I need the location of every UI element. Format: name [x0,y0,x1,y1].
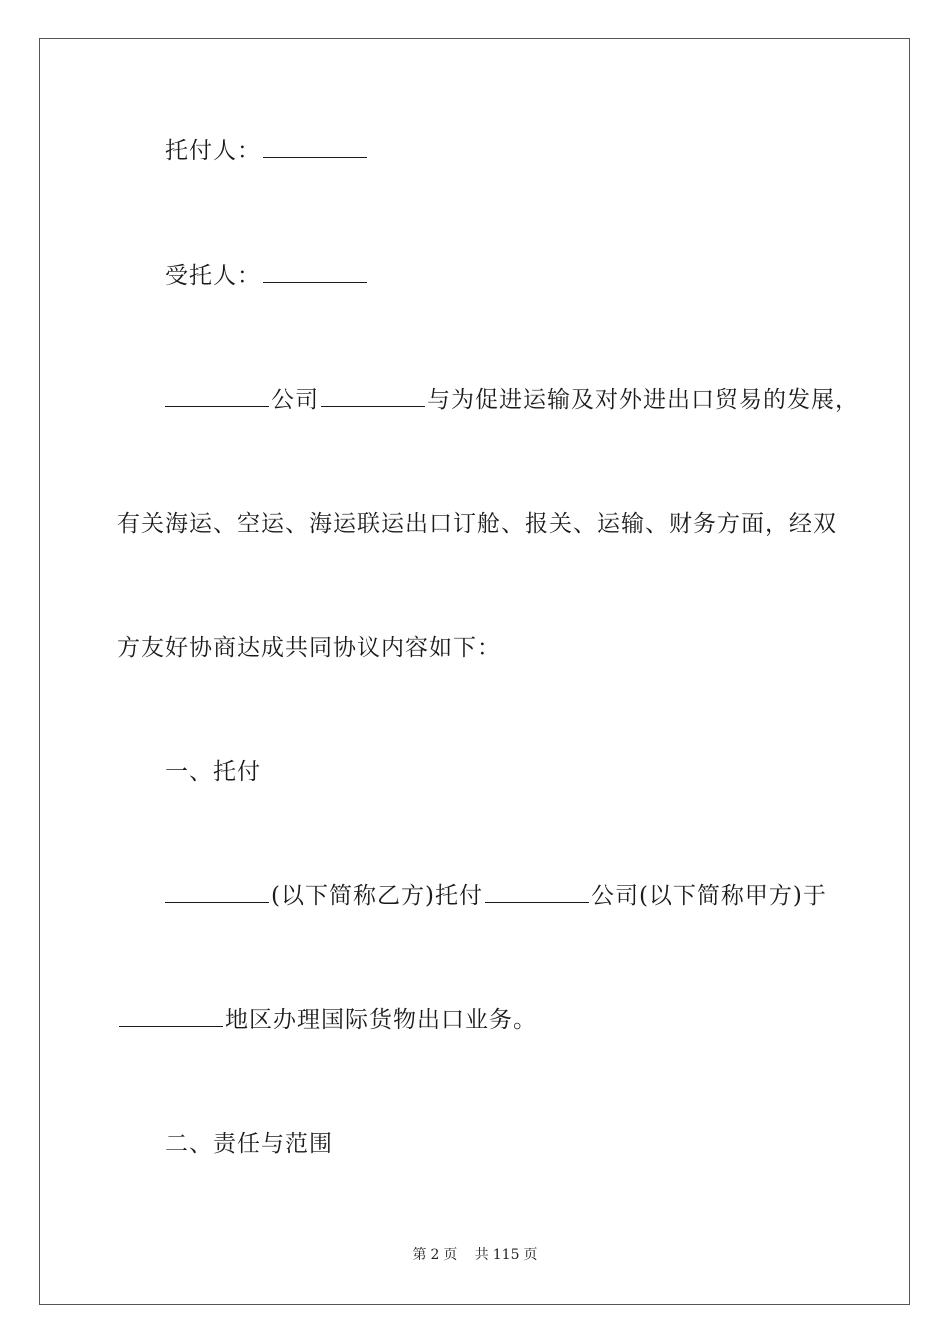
total-prefix: 共 [474,1247,489,1263]
page-frame [39,38,910,1305]
intro-blank-1 [165,386,269,407]
consignor-blank [263,137,367,158]
section-2-title: 二、责任与范围 [165,1131,333,1157]
section-1-text-a: (以下简称乙方)托付 [271,883,483,909]
total-suffix: 页 [523,1247,538,1263]
intro-rest: 与为促进运输及对外进出口贸易的发展， [427,387,859,413]
total-number: 115 [492,1247,520,1263]
section-1-para-line-2 [117,1005,537,1035]
section-1-para-line-1 [163,881,827,911]
consignor-line [165,136,369,166]
section-1-title: 一、托付 [165,759,261,785]
intro-company: 公司 [271,387,319,413]
section-1-text-b: 公司(以下简称甲方)于 [590,883,827,909]
intro-blank-2 [321,386,425,407]
region-blank [119,1006,223,1027]
page-prefix: 第 [412,1247,427,1263]
page-suffix: 页 [443,1247,458,1263]
consignee-label: 受托人： [165,263,261,289]
intro-line-3: 方友好协商达成共同协议内容如下： [117,635,501,661]
page-footer [0,1246,950,1264]
intro-line-2: 有关海运、空运、海运联运出口订舱、报关、运输、财务方面，经双 [117,511,837,537]
section-1-text-c: 地区办理国际货物出口业务。 [225,1007,537,1033]
intro-line-1 [163,385,859,415]
consignor-label: 托付人： [165,138,261,164]
company-blank [485,882,589,903]
consignee-blank [263,262,367,283]
page-number: 2 [430,1247,440,1263]
consignee-line [165,261,369,291]
delegator-blank [165,882,269,903]
